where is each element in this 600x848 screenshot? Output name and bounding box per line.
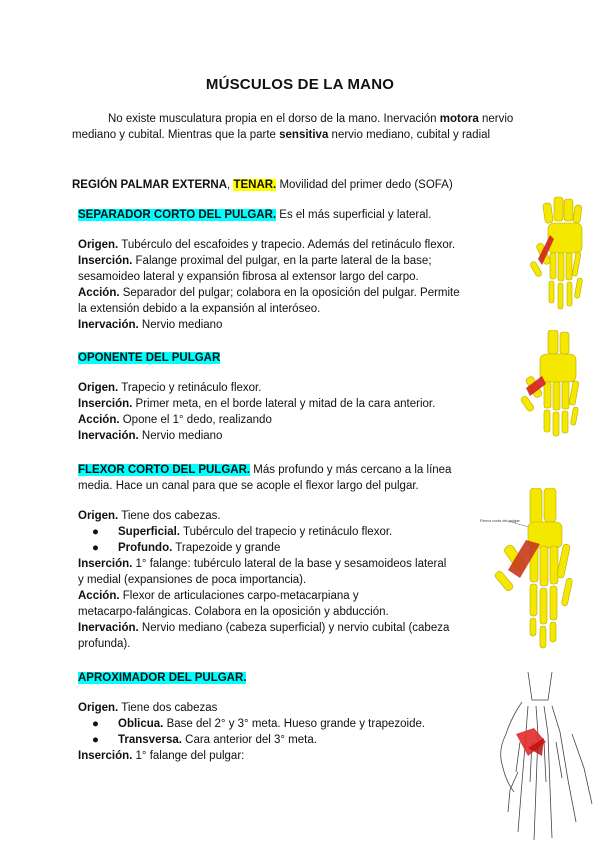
field-value: Tubérculo del escafoides y trapecio. Además del retináculo flexor. bbox=[118, 239, 456, 251]
region-heading bbox=[72, 177, 532, 193]
intro-paragraph bbox=[72, 111, 532, 143]
intro-text-3: nervio mediano, cubital y radial bbox=[328, 129, 491, 141]
field-key: Origen. bbox=[78, 510, 119, 522]
field-value: Falange proximal del pulgar, en la parte lateral de la base; bbox=[132, 255, 432, 267]
field-value: profunda). bbox=[78, 638, 131, 650]
figure-label: Flexor corto del pulgar bbox=[480, 518, 520, 523]
field-key: Origen. bbox=[78, 382, 119, 394]
field-value: Nervio mediano (cabeza superficial) y nervio cubital (cabeza bbox=[138, 622, 450, 634]
field-value: 1° falange: tubérculo lateral de la base y sesamoideos lateral bbox=[132, 558, 447, 570]
field-value: Nervio mediano bbox=[138, 430, 223, 442]
field-key: Origen. bbox=[78, 239, 119, 251]
field-key: Inervación. bbox=[78, 430, 139, 442]
field-value: Trapezoide y grande bbox=[172, 542, 281, 554]
intro-bold-sensitiva: sensitiva bbox=[279, 129, 329, 141]
section-heading: OPONENTE DEL PULGAR bbox=[78, 352, 221, 364]
field-value: 1° falange del pulgar: bbox=[132, 750, 245, 762]
field-value: sesamoideo lateral y expansión fibrosa al extensor largo del carpo. bbox=[78, 271, 419, 283]
bullet-item bbox=[78, 716, 498, 732]
region-label: REGIÓN PALMAR EXTERNA bbox=[72, 179, 228, 191]
field-key: Origen. bbox=[78, 702, 119, 714]
region-description: Movilidad del primer dedo (SOFA) bbox=[276, 179, 453, 191]
bullet-item bbox=[78, 524, 498, 540]
field-value: Trapecio y retináculo flexor. bbox=[118, 382, 262, 394]
field-value: Tiene dos cabezas bbox=[118, 702, 218, 714]
bullet-item bbox=[78, 540, 498, 556]
field-value: Tiene dos cabezas. bbox=[118, 510, 221, 522]
field-key: Inserción. bbox=[78, 558, 133, 570]
section-flexor-corto bbox=[78, 462, 498, 652]
field-key: Acción. bbox=[78, 414, 120, 426]
page-title: MÚSCULOS DE LA MANO bbox=[205, 76, 395, 93]
section-heading: FLEXOR CORTO DEL PULGAR. bbox=[78, 464, 251, 476]
field-key: Superficial. bbox=[118, 526, 180, 538]
bullet-icon: ● bbox=[92, 734, 99, 746]
section-heading-note: media. Hace un canal para que se acople el flexor largo del pulgar. bbox=[78, 480, 419, 492]
field-value: Separador del pulgar; colabora en la oposición del pulgar. Permite bbox=[119, 287, 460, 299]
field-key: Inervación. bbox=[78, 622, 139, 634]
field-value: Flexor de articulaciones carpo-metacarpiana y bbox=[119, 590, 359, 602]
section-oponente bbox=[78, 350, 498, 444]
bullet-icon: ● bbox=[92, 526, 99, 538]
intro-bold-motora: motora bbox=[439, 113, 479, 125]
hand-outline-figure-aproximador bbox=[488, 672, 598, 842]
section-heading-note: Más profundo y más cercano a la línea bbox=[250, 464, 452, 476]
field-key: Inervación. bbox=[78, 319, 139, 331]
bullet-item bbox=[78, 732, 498, 748]
intro-text-2: nervio mediano y cubital. Mientras que la parte bbox=[72, 113, 514, 141]
field-key: Profundo. bbox=[118, 542, 173, 554]
field-key: Transversa. bbox=[118, 734, 182, 746]
field-value: Primer meta, en el borde lateral y mitad de la cara anterior. bbox=[132, 398, 436, 410]
field-value: Tubérculo del trapecio y retináculo flexor. bbox=[180, 526, 393, 538]
intro-text-1: No existe musculatura propia en el dorso de la mano. Inervación bbox=[108, 113, 440, 125]
hand-skeleton-figure-separador bbox=[528, 195, 598, 325]
hand-skeleton-figure-flexor-corto bbox=[480, 488, 598, 658]
field-key: Inserción. bbox=[78, 255, 133, 267]
region-tenar-highlight: TENAR. bbox=[233, 179, 277, 191]
field-key: Acción. bbox=[78, 287, 120, 299]
field-value: la extensión debido a la expansión al interóseo. bbox=[78, 303, 321, 315]
section-separador bbox=[78, 207, 518, 333]
field-value: Base del 2° y 3° meta. Hueso grande y trapezoide. bbox=[163, 718, 426, 730]
section-aproximador bbox=[78, 670, 498, 764]
field-value: Nervio mediano bbox=[138, 319, 223, 331]
field-key: Acción. bbox=[78, 590, 120, 602]
field-value: y medial (expansiones de poca importancia). bbox=[78, 574, 307, 586]
section-heading: APROXIMADOR DEL PULGAR. bbox=[78, 672, 247, 684]
hand-skeleton-figure-oponente bbox=[520, 330, 595, 438]
field-value: Cara anterior del 3° meta. bbox=[181, 734, 317, 746]
bullet-icon: ● bbox=[92, 718, 99, 730]
field-key: Inserción. bbox=[78, 398, 133, 410]
section-heading: SEPARADOR CORTO DEL PULGAR. bbox=[78, 209, 277, 221]
section-heading-note: Es el más superficial y lateral. bbox=[276, 209, 432, 221]
region-sep: , bbox=[227, 179, 234, 191]
field-key: Oblicua. bbox=[118, 718, 164, 730]
bullet-icon: ● bbox=[92, 542, 99, 554]
field-value: Opone el 1° dedo, realizando bbox=[119, 414, 272, 426]
field-value: metacarpo-falángicas. Colabora en la oposición y abducción. bbox=[78, 606, 389, 618]
field-key: Inserción. bbox=[78, 750, 133, 762]
